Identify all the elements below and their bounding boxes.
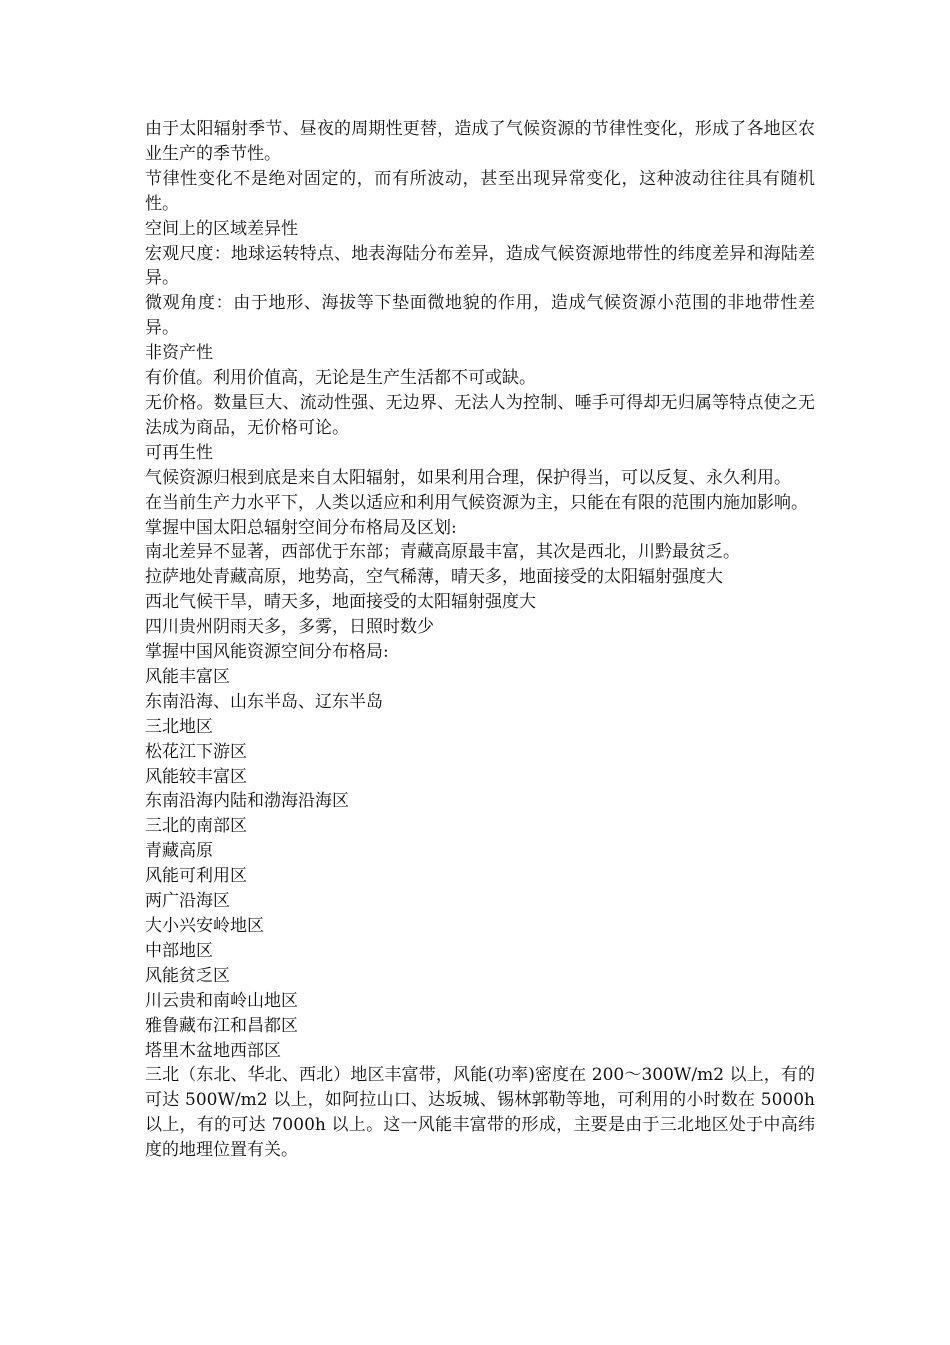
list-item: 东南沿海内陆和渤海沿海区 (145, 791, 349, 812)
paragraph: 拉萨地处青藏高原，地势高，空气稀薄，晴天多，地面接受的太阳辐射强度大 (145, 567, 723, 588)
paragraph: 无价格。数量巨大、流动性强、无边界、无法人为控制、唾手可得却无归属等特点使之无法成为商品，无价格可论。 (145, 392, 815, 438)
list-item: 风能丰富区 (145, 666, 230, 687)
list-item: 风能贫乏区 (145, 965, 230, 986)
paragraph: 三北（东北、华北、西北）地区丰富带，风能(功率)密度在 200～300W/m2 以上，有的可达 500W/m2 以上，如阿拉山口、达坂城、锡林郭勒等地，可利用的小时数在 5000h 以上，有的可达 7000h 以上。这一风能丰富带的形成，主要是由于三北地区处于中高纬度的地理位置有关。 (145, 1065, 815, 1161)
document-body (145, 117, 815, 1163)
list-item: 风能可利用区 (145, 866, 247, 887)
section-heading: 可再生性 (145, 442, 213, 463)
list-item: 东南沿海、山东半岛、辽东半岛 (145, 691, 383, 712)
list-item: 三北的南部区 (145, 816, 247, 837)
list-item: 青藏高原 (145, 841, 213, 862)
list-item: 川云贵和南岭山地区 (145, 990, 298, 1011)
paragraph: 西北气候干旱，晴天多，地面接受的太阳辐射强度大 (145, 592, 536, 613)
paragraph: 节律性变化不是绝对固定的，而有所波动，甚至出现异常变化，这种波动往往具有随机性。 (145, 168, 815, 214)
section-heading: 掌握中国风能资源空间分布格局: (145, 642, 389, 663)
section-heading: 空间上的区域差异性 (145, 218, 298, 239)
paragraph: 由于太阳辐射季节、昼夜的周期性更替，造成了气候资源的节律性变化，形成了各地区农业生产的季节性。 (145, 119, 815, 164)
list-item: 大小兴安岭地区 (145, 916, 264, 936)
paragraph: 宏观尺度：地球运转特点、地表海陆分布差异，造成气候资源地带性的纬度差异和海陆差异。 (145, 243, 815, 289)
paragraph: 四川贵州阴雨天多，多雾，日照时数少 (145, 617, 434, 638)
section-heading: 掌握中国太阳总辐射空间分布格局及区划: (145, 517, 457, 538)
paragraph: 在当前生产力水平下，人类以适应和利用气候资源为主，只能在有限的范围内施加影响。 (145, 492, 808, 513)
list-item: 松花江下游区 (145, 741, 247, 762)
paragraph: 气候资源归根到底是来自太阳辐射，如果利用合理，保护得当，可以反复、永久利用。 (145, 467, 791, 488)
list-item: 中部地区 (145, 940, 213, 961)
list-item: 塔里木盆地西部区 (145, 1040, 281, 1061)
paragraph: 微观角度：由于地形、海拔等下垫面微地貌的作用，造成气候资源小范围的非地带性差异。 (145, 293, 815, 339)
list-item: 风能较丰富区 (145, 766, 247, 787)
paragraph: 有价值。利用价值高，无论是生产生活都不可或缺。 (145, 368, 536, 389)
paragraph: 南北差异不显著，西部优于东部；青藏高原最丰富，其次是西北，川黔最贫乏。 (145, 542, 740, 563)
list-item: 三北地区 (145, 716, 213, 737)
section-heading: 非资产性 (145, 343, 213, 364)
list-item: 两广沿海区 (145, 891, 230, 912)
list-item: 雅鲁藏布江和昌都区 (145, 1015, 298, 1036)
